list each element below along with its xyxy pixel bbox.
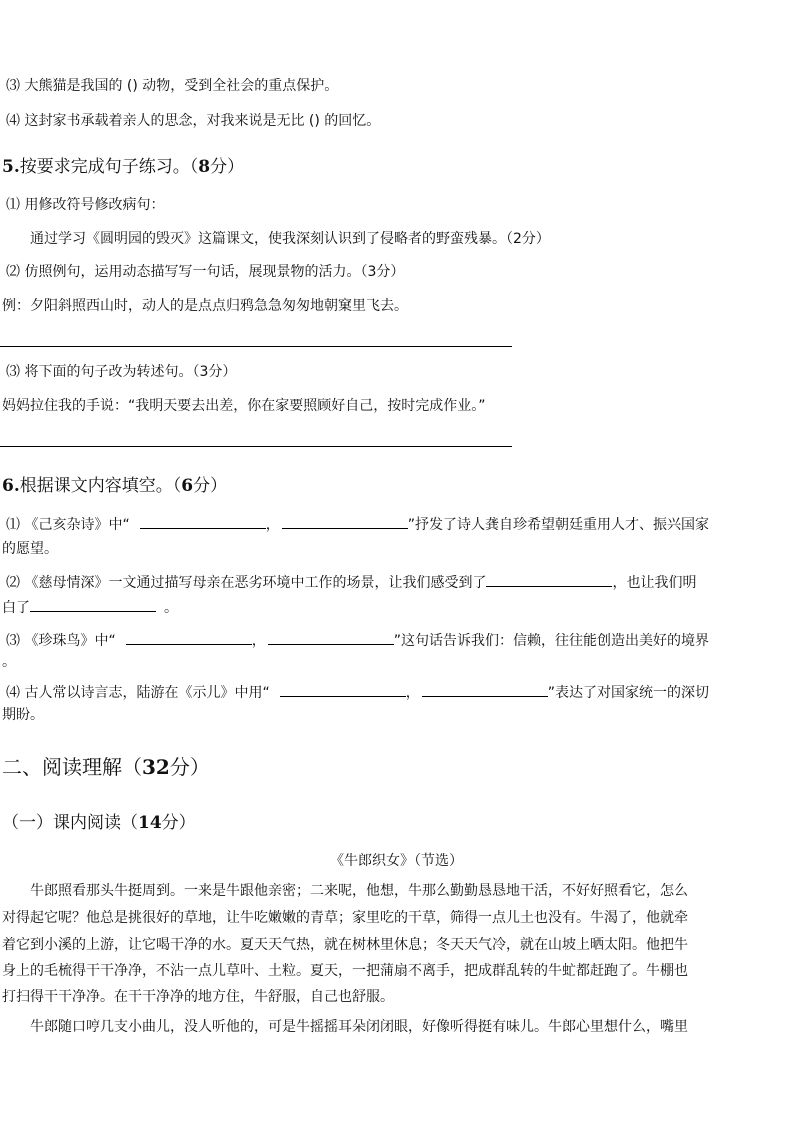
- q5-sub2-example: 例：夕阳斜照西山时，动人的是点点归鸦急急匆匆地朝窠里飞去。: [2, 298, 408, 314]
- q6-item-2-cont: [2, 597, 178, 618]
- fill-blank[interactable]: [280, 682, 406, 697]
- q5-score: 8: [198, 157, 211, 177]
- passage-line: 着它到小溪的上游，让它喝干净的水。夏天天气热，就在树林里休息；冬天天气冷，就在山坡上晒太阳。他把牛: [2, 937, 688, 953]
- passage-line: 身上的毛梳得干干净净，不沾一点儿草叶、土粒。夏天，一把蒲扇不离手，把成群乱转的牛虻都赶跑了。牛棚也: [2, 963, 688, 979]
- section1-score: 14: [138, 813, 162, 833]
- q4-item-4: ⑷ 这封家书承载着亲人的思念，对我来说是无比 () 的回忆。: [6, 113, 381, 129]
- q6-item-1-cont: 的愿望。: [2, 541, 58, 557]
- answer-line[interactable]: [0, 346, 512, 347]
- section1-title: （一）课内阅读（: [2, 813, 138, 833]
- q5-sub2-label: ⑵ 仿照例句，运用动态描写写一句话，展现景物的活力。（3分）: [6, 264, 405, 280]
- passage-line: 牛郎照看那头牛挺周到。一来是牛跟他亲密；二来呢，他想，牛那么勤勤恳恳地干活，不好好照看它，怎么: [30, 883, 688, 899]
- period: 。: [164, 600, 178, 616]
- comma: ，: [405, 685, 420, 701]
- q6-item-1-text: ⑴ 《己亥杂诗》中“: [6, 517, 130, 533]
- passage-line: 牛郎随口哼几支小曲儿，没人听他的，可是牛摇摇耳朵闭闭眼，好像听得挺有味儿。牛郎心里想什么，嘴里: [30, 1019, 688, 1035]
- fill-blank[interactable]: [30, 597, 156, 612]
- q6-title-end: 分）: [193, 476, 228, 496]
- q6-number: 6.: [2, 476, 20, 496]
- q6-item-3-text-end: ”这句话告诉我们：信赖，往往能创造出美好的境界: [393, 633, 709, 649]
- q6-title: 根据课文内容填空。（: [19, 476, 182, 496]
- answer-line[interactable]: [0, 446, 512, 447]
- fill-blank[interactable]: [140, 514, 266, 529]
- section1-heading: [2, 811, 196, 835]
- comma: ，: [265, 517, 280, 533]
- q6-item-4: [6, 682, 709, 703]
- comma: ，: [251, 633, 266, 649]
- q4-item-3: ⑶ 大熊猫是我国的 () 动物，受到全社会的重点保护。: [6, 78, 339, 94]
- fill-blank[interactable]: [268, 630, 394, 645]
- q6-item-3-cont: 。: [2, 654, 16, 670]
- fill-blank[interactable]: [422, 682, 548, 697]
- passage-title: 《牛郎织女》（节选）: [330, 853, 463, 869]
- q6-item-2-text-end: ，也让我们明: [612, 575, 697, 591]
- q6-item-4-cont: 期盼。: [2, 707, 44, 723]
- q6-item-1-text-end: ”抒发了诗人龚自珍希望朝廷重用人才、振兴国家: [407, 517, 709, 533]
- q6-item-4-text: ⑷ 古人常以诗言志，陆游在《示儿》中用“: [6, 685, 270, 701]
- q6-item-2-text: ⑵ 《慈母情深》一文通过描写母亲在恶劣环境中工作的场景，让我们感受到了: [6, 575, 487, 591]
- part2-score: 32: [142, 755, 170, 779]
- passage-line: 打扫得干干净净。在干干净净的地方住，牛舒服，自己也舒服。: [2, 989, 394, 1005]
- q5-sub3-label: ⑶ 将下面的句子改为转述句。（3分）: [6, 364, 237, 380]
- q6-item-1: [6, 514, 709, 535]
- q5-sub3-sentence: 妈妈拉住我的手说：“我明天要去出差，你在家要照顾好自己，按时完成作业。”: [2, 398, 486, 414]
- passage-line: 对得起它呢？他总是挑很好的草地，让牛吃嫩嫩的青草；家里吃的干草，筛得一点儿土也没有。牛渴了，他就牵: [2, 910, 688, 926]
- q6-item-4-text-end: ”表达了对国家统一的深切: [547, 685, 709, 701]
- q6-heading: [2, 474, 227, 498]
- q6-item-2: [6, 572, 696, 593]
- q5-title-end: 分）: [210, 157, 245, 177]
- q5-sub1-sentence: 通过学习《圆明园的毁灭》这篇课文，使我深刻认识到了侵略者的野蛮残暴。（2分）: [30, 231, 550, 247]
- part2-title: 二、阅读理解（: [2, 755, 142, 779]
- q6-score: 6: [181, 476, 194, 496]
- fill-blank[interactable]: [126, 630, 252, 645]
- q5-title: 按要求完成句子练习。（: [19, 157, 199, 177]
- section1-title-end: 分）: [161, 813, 196, 833]
- q5-heading: [2, 155, 244, 179]
- q5-sub1-label: ⑴ 用修改符号修改病句：: [6, 197, 165, 213]
- q6-item-3: [6, 630, 709, 651]
- q6-item-2-text-cont: 白了: [2, 600, 30, 616]
- fill-blank[interactable]: [282, 514, 408, 529]
- part2-title-end: 分）: [169, 755, 210, 779]
- q5-number: 5.: [2, 157, 20, 177]
- fill-blank[interactable]: [486, 572, 612, 587]
- part2-heading: [2, 753, 210, 781]
- q6-item-3-text: ⑶ 《珍珠鸟》中“: [6, 633, 116, 649]
